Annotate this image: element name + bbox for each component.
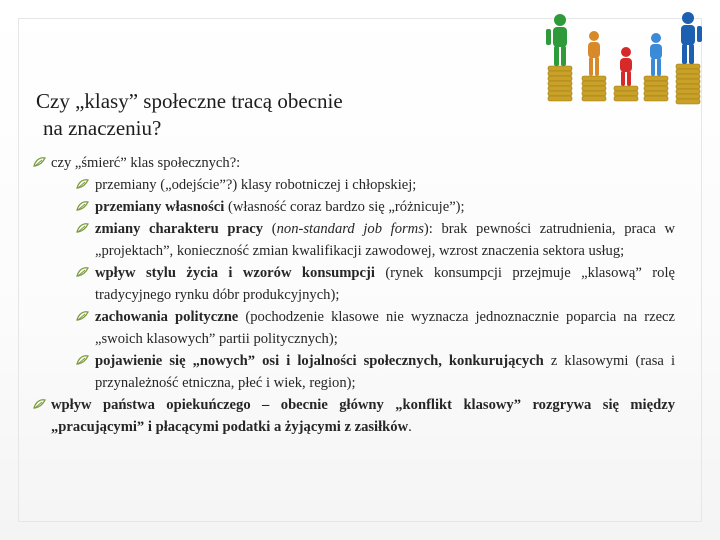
list-item-text: (własność coraz bardzo się „różnicuje”); [224,199,465,215]
list-item-text: (rynek konsumpcji przejmuje „klasową” rolę tradycyjnego rynku dóbr produkcyjnych); [95,265,675,303]
slide-title [36,88,506,142]
list-item-text: . [408,419,412,435]
list-item [33,350,675,394]
list-item [33,394,675,438]
list-item-text: zmiany charakteru pracy [95,221,264,237]
list-item-text: wpływ państwa opiekuńczego – obecnie główny „konflikt klasowy” rozgrywa się między „pracującymi” i płacącymi podatki a żyjącymi z zasiłków [51,397,675,435]
leaf-bullet-icon [33,399,46,410]
leaf-bullet-icon [76,179,89,190]
list-item [33,262,675,306]
title-line-1: Czy „klasy” społeczne tracą obecnie [36,89,343,113]
leaf-bullet-icon [76,201,89,212]
leaf-bullet-icon [76,223,89,234]
list-item-text: przemiany własności [95,199,225,215]
list-item-text: z klasowymi (rasa i przynależność etniczna, płeć i wiek, region); [95,353,675,391]
list-item-text: zachowania polityczne [95,309,239,325]
list-item-text: pojawienie się „nowych” osi i lojalności społecznych, konkurujących [95,353,544,369]
list-item [33,306,675,350]
title-line-2: na znaczeniu? [43,116,162,140]
leaf-bullet-icon [76,267,89,278]
leaf-bullet-icon [33,157,46,168]
list-item-text: ( [263,221,277,237]
family-coins-icon [526,4,714,108]
bullet-list [33,152,675,438]
list-item [33,196,675,218]
family-coins-logo [526,4,714,108]
list-item-text: przemiany („odejście”?) klasy robotniczej i chłopskiej; [95,177,417,193]
leaf-bullet-icon [76,355,89,366]
list-item-text: czy „śmierć” klas społecznych?: [51,155,241,171]
list-item-text: ): brak pewności zatrudnienia, praca w „projektach”, konieczność zmian kwalifikacji zawodowej, wzrost znaczenia sektora usług; [95,221,676,259]
leaf-bullet-icon [76,311,89,322]
list-item-text: non-standard job forms [276,221,424,237]
list-item [33,174,675,196]
list-item-text: (pochodzenie klasowe nie wyznacza jednoznacznie poparcia na rzecz „swoich klasowych” partii politycznych); [95,309,675,347]
list-item-text: wpływ stylu życia i wzorów konsumpcji [95,265,375,281]
list-item [33,152,675,174]
list-item [33,218,675,262]
